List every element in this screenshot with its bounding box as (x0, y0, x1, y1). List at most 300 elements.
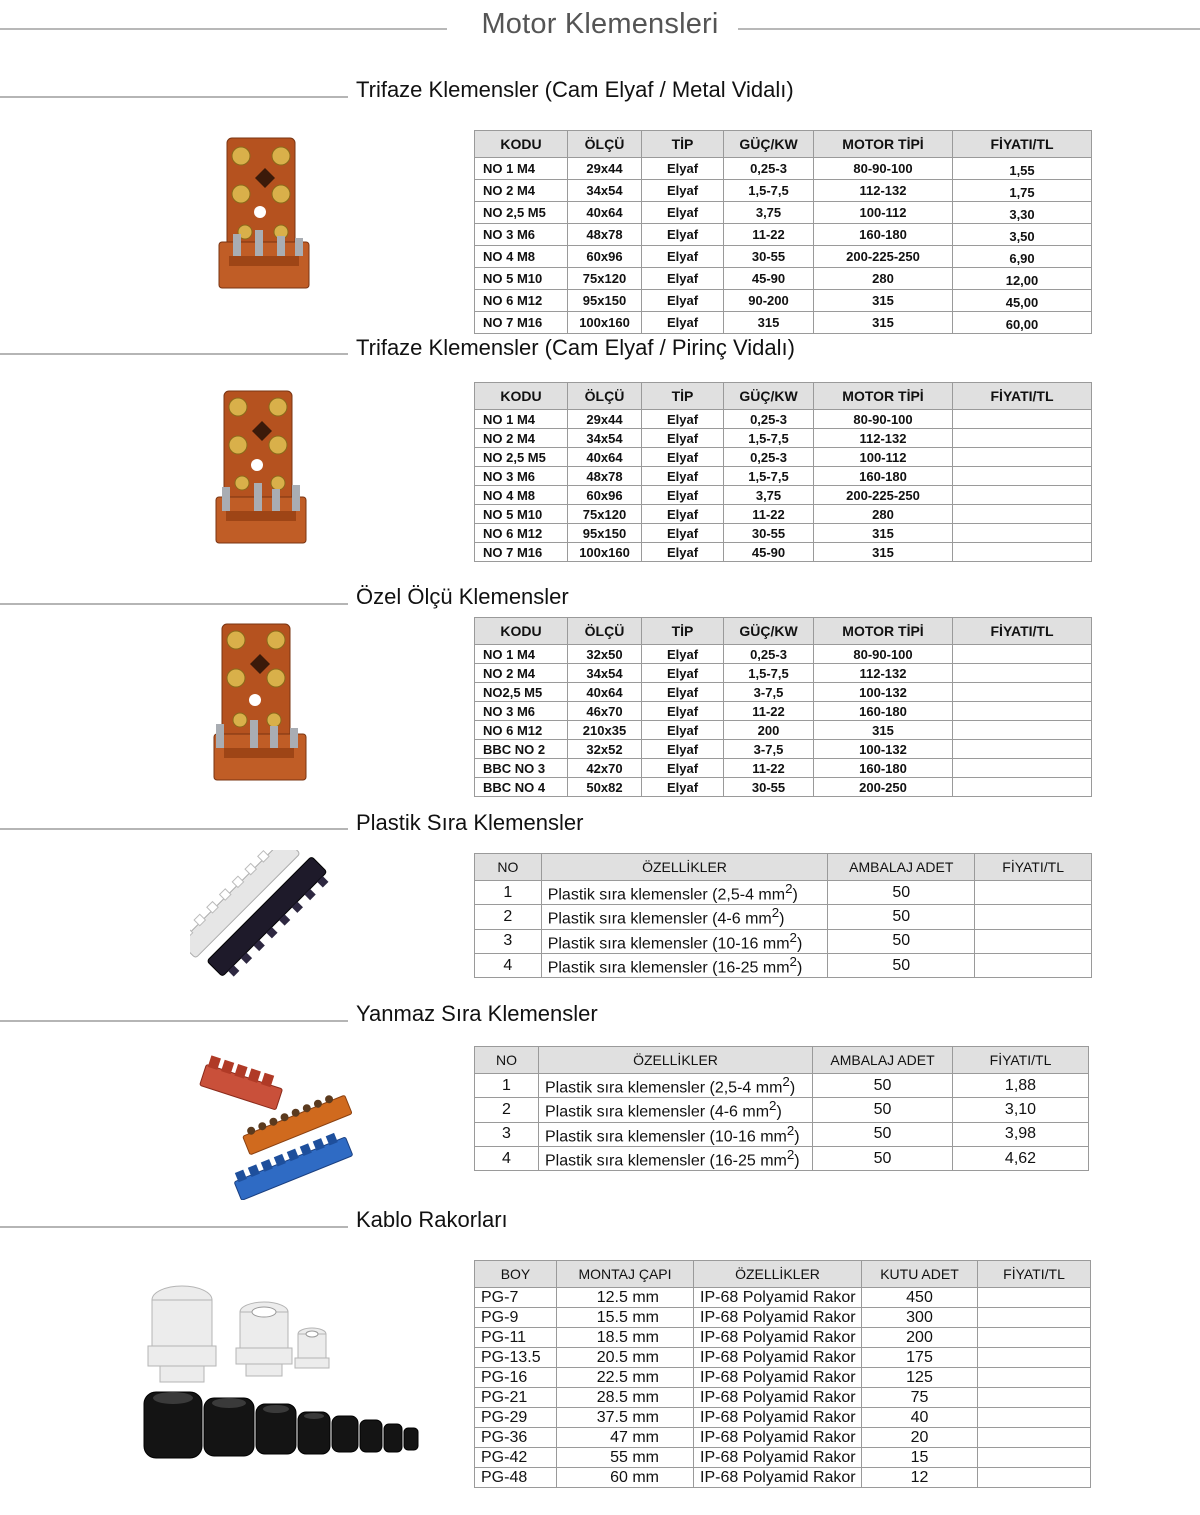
cell-type: Elyaf (642, 467, 724, 486)
cell-price: 6,90 (953, 246, 1092, 268)
cell-type: Elyaf (642, 543, 724, 562)
cell-power: 0,25-3 (724, 448, 814, 467)
cell-size: 29x44 (568, 410, 642, 429)
table-row (475, 929, 1092, 953)
cell-package-qty: 50 (828, 953, 975, 977)
cell-description (539, 1098, 813, 1122)
col-header: AMBALAJ ADET (828, 854, 975, 881)
cell-price: 1,88 (953, 1074, 1089, 1098)
cell-price (953, 664, 1092, 683)
unit-superscript: 2 (786, 1146, 795, 1162)
cell-size: 60x96 (568, 246, 642, 268)
description-text: Plastik sıra klemensler (16-25 mm (547, 959, 790, 977)
cell-description (541, 953, 828, 977)
cell-size: 95x150 (568, 524, 642, 543)
cell-size: 32x52 (568, 740, 642, 759)
col-header: ÖLÇÜ (568, 618, 642, 645)
cell-motor-type: 315 (814, 312, 953, 334)
cell-type: Elyaf (642, 486, 724, 505)
cell-type: Elyaf (642, 505, 724, 524)
cell-code: NO 7 M16 (475, 543, 568, 562)
cell-number: 1 (475, 1074, 539, 1098)
cell-price (953, 467, 1092, 486)
cell-type: Elyaf (642, 664, 724, 683)
cell-number: 2 (475, 1098, 539, 1122)
cell-features: IP-68 Polyamid Rakor (694, 1308, 862, 1328)
table-row (475, 953, 1092, 977)
table-row (475, 664, 1092, 683)
col-header: KUTU ADET (862, 1261, 978, 1288)
cell-type: Elyaf (642, 524, 724, 543)
col-header: AMBALAJ ADET (813, 1047, 953, 1074)
cell-package-qty: 50 (813, 1098, 953, 1122)
cell-price: 3,98 (953, 1122, 1089, 1146)
cell-motor-type: 200-225-250 (814, 486, 953, 505)
cell-size: PG-16 (475, 1368, 557, 1388)
cell-motor-type: 112-132 (814, 664, 953, 683)
cell-features: IP-68 Polyamid Rakor (694, 1368, 862, 1388)
table-row (475, 1348, 1091, 1368)
section-title: Plastik Sıra Klemensler (356, 810, 584, 835)
cell-power: 30-55 (724, 524, 814, 543)
cell-code: NO 2,5 M5 (475, 202, 568, 224)
col-header: ÖZELLİKLER (694, 1261, 862, 1288)
cell-package-qty: 50 (828, 905, 975, 929)
col-header: FİYATI/TL (978, 1261, 1091, 1288)
trifaze-brass-table (474, 382, 1092, 562)
cell-code: NO 4 M8 (475, 486, 568, 505)
cell-type: Elyaf (642, 645, 724, 664)
table-row (475, 1146, 1089, 1170)
cell-power: 11-22 (724, 224, 814, 246)
flame-retardant-strip-image (192, 1055, 362, 1200)
description-text: Plastik sıra klemensler (10-16 mm (547, 934, 790, 952)
col-header: GÜÇ/KW (724, 618, 814, 645)
col-header: ÖLÇÜ (568, 131, 642, 158)
col-header: MOTOR TİPİ (814, 383, 953, 410)
cell-motor-type: 100-112 (814, 448, 953, 467)
cell-price (975, 929, 1092, 953)
cell-power: 45-90 (724, 268, 814, 290)
table-row (475, 312, 1092, 334)
custom-size-table (474, 617, 1092, 797)
cell-power: 200 (724, 721, 814, 740)
cell-number: 4 (475, 1146, 539, 1170)
col-header: KODU (475, 618, 568, 645)
cell-box-qty: 200 (862, 1328, 978, 1348)
table-header-row (475, 618, 1092, 645)
table-row (475, 1308, 1091, 1328)
cell-motor-type: 80-90-100 (814, 410, 953, 429)
cell-price (978, 1428, 1091, 1448)
cell-type: Elyaf (642, 429, 724, 448)
col-header: FİYATI/TL (975, 854, 1092, 881)
cell-type: Elyaf (642, 312, 724, 334)
closing-paren: ) (792, 886, 798, 904)
col-header: FİYATI/TL (953, 383, 1092, 410)
col-header: ÖLÇÜ (568, 383, 642, 410)
cell-size: 40x64 (568, 202, 642, 224)
cell-motor-type: 315 (814, 721, 953, 740)
cell-description (539, 1074, 813, 1098)
cell-price: 4,62 (953, 1146, 1089, 1170)
col-header: BOY (475, 1261, 557, 1288)
cell-motor-type: 315 (814, 524, 953, 543)
cell-package-qty: 50 (828, 929, 975, 953)
col-header: KODU (475, 383, 568, 410)
cell-code: NO 6 M12 (475, 290, 568, 312)
trifaze-metal-table (474, 130, 1092, 334)
section-title: Kablo Rakorları (356, 1207, 508, 1232)
cell-box-qty: 175 (862, 1348, 978, 1368)
cell-size: 34x54 (568, 429, 642, 448)
cell-power: 11-22 (724, 505, 814, 524)
closing-paren: ) (779, 910, 785, 928)
cell-size: PG-48 (475, 1468, 557, 1488)
table-row (475, 448, 1092, 467)
cell-size: 48x78 (568, 467, 642, 486)
col-header: MOTOR TİPİ (814, 618, 953, 645)
cell-price (975, 881, 1092, 905)
table-row (475, 543, 1092, 562)
col-header: FİYATI/TL (953, 618, 1092, 645)
col-header: FİYATI/TL (953, 1047, 1089, 1074)
cell-number: 3 (475, 1122, 539, 1146)
cell-type: Elyaf (642, 759, 724, 778)
closing-paren: ) (794, 1152, 800, 1170)
table-row (475, 721, 1092, 740)
col-header: TİP (642, 618, 724, 645)
table-row (475, 486, 1092, 505)
cell-features: IP-68 Polyamid Rakor (694, 1448, 862, 1468)
cell-size: PG-7 (475, 1288, 557, 1308)
cell-power: 1,5-7,5 (724, 429, 814, 448)
cell-code: NO 2,5 M5 (475, 448, 568, 467)
cell-box-qty: 125 (862, 1368, 978, 1388)
flame-retardant-strip-table (474, 1046, 1089, 1171)
col-header: MONTAJ ÇAPI (557, 1261, 694, 1288)
cell-price (978, 1388, 1091, 1408)
unit-superscript: 2 (771, 905, 780, 921)
col-header: NO (475, 1047, 539, 1074)
cell-power: 1,5-7,5 (724, 467, 814, 486)
cell-power: 3,75 (724, 202, 814, 224)
cell-size: 34x54 (568, 180, 642, 202)
table-header-row (475, 131, 1092, 158)
cell-size: 100x160 (568, 312, 642, 334)
title-rule-right (738, 28, 1200, 30)
cell-code: NO 3 M6 (475, 224, 568, 246)
cell-size: 210x35 (568, 721, 642, 740)
table-row (475, 778, 1092, 797)
cell-power: 30-55 (724, 778, 814, 797)
cell-size: 40x64 (568, 683, 642, 702)
col-header: FİYATI/TL (953, 131, 1092, 158)
cell-diameter: 15.5 mm (557, 1308, 694, 1328)
cell-motor-type: 100-112 (814, 202, 953, 224)
cell-price (953, 683, 1092, 702)
cell-size: 48x78 (568, 224, 642, 246)
cell-description (541, 905, 828, 929)
unit-superscript: 2 (786, 1122, 795, 1138)
cell-code: BBC NO 4 (475, 778, 568, 797)
table-header-row (475, 854, 1092, 881)
description-text: Plastik sıra klemensler (4-6 mm (547, 910, 772, 928)
cell-price: 3,50 (953, 224, 1092, 246)
cell-size: PG-36 (475, 1428, 557, 1448)
cell-size: 34x54 (568, 664, 642, 683)
cell-code: NO 3 M6 (475, 467, 568, 486)
table-row (475, 1122, 1089, 1146)
cell-motor-type: 315 (814, 543, 953, 562)
cell-power: 315 (724, 312, 814, 334)
table-row (475, 740, 1092, 759)
col-header: KODU (475, 131, 568, 158)
table-row (475, 1428, 1091, 1448)
cell-power: 0,25-3 (724, 158, 814, 180)
cell-size: 50x82 (568, 778, 642, 797)
cell-code: NO 1 M4 (475, 645, 568, 664)
cell-code: NO 2 M4 (475, 664, 568, 683)
cell-motor-type: 80-90-100 (814, 645, 953, 664)
cell-description (539, 1122, 813, 1146)
table-header-row (475, 1261, 1091, 1288)
cell-code: BBC NO 3 (475, 759, 568, 778)
closing-paren: ) (796, 959, 803, 977)
cell-price (978, 1328, 1091, 1348)
cell-code: NO 3 M6 (475, 702, 568, 721)
cell-price (953, 543, 1092, 562)
table-row (475, 1328, 1091, 1348)
cell-motor-type: 200-225-250 (814, 246, 953, 268)
cell-description (541, 929, 828, 953)
table-row (475, 180, 1092, 202)
table-row (475, 759, 1092, 778)
cell-box-qty: 20 (862, 1428, 978, 1448)
unit-superscript: 2 (782, 1074, 790, 1089)
cell-motor-type: 160-180 (814, 759, 953, 778)
cell-description (541, 881, 828, 905)
cell-type: Elyaf (642, 180, 724, 202)
cell-power: 1,5-7,5 (724, 180, 814, 202)
cell-size: 60x96 (568, 486, 642, 505)
cell-motor-type: 160-180 (814, 467, 953, 486)
cell-motor-type: 112-132 (814, 429, 953, 448)
table-row (475, 1448, 1091, 1468)
table-row (475, 905, 1092, 929)
cell-motor-type: 160-180 (814, 702, 953, 721)
cell-type: Elyaf (642, 448, 724, 467)
page-header (0, 0, 1200, 58)
cell-size: PG-29 (475, 1408, 557, 1428)
cell-motor-type: 160-180 (814, 224, 953, 246)
three-phase-terminal-image (215, 130, 315, 292)
cell-type: Elyaf (642, 224, 724, 246)
cell-price (953, 721, 1092, 740)
cell-size: 42x70 (568, 759, 642, 778)
col-header: TİP (642, 131, 724, 158)
section-title: Özel Ölçü Klemensler (356, 584, 569, 609)
cell-code: BBC NO 2 (475, 740, 568, 759)
table-row (475, 1408, 1091, 1428)
table-row (475, 524, 1092, 543)
table-row (475, 429, 1092, 448)
three-phase-terminal-image (212, 385, 312, 547)
plastic-strip-table (474, 853, 1092, 978)
cell-price (953, 759, 1092, 778)
cell-price (978, 1368, 1091, 1388)
table-row (475, 881, 1092, 905)
section-title: Trifaze Klemensler (Cam Elyaf / Metal Vidalı) (356, 77, 794, 102)
cell-number: 4 (475, 953, 542, 977)
table-row (475, 1368, 1091, 1388)
table-row (475, 410, 1092, 429)
page-title: Motor Klemensleri (481, 8, 719, 40)
cell-box-qty: 12 (862, 1468, 978, 1488)
cell-number: 1 (475, 881, 542, 905)
table-row (475, 1288, 1091, 1308)
cell-features: IP-68 Polyamid Rakor (694, 1388, 862, 1408)
cell-power: 1,5-7,5 (724, 664, 814, 683)
cell-size: 32x50 (568, 645, 642, 664)
cell-type: Elyaf (642, 740, 724, 759)
section-rule (0, 353, 348, 355)
cell-type: Elyaf (642, 202, 724, 224)
cell-price: 3,30 (953, 202, 1092, 224)
cell-number: 2 (475, 905, 542, 929)
cell-features: IP-68 Polyamid Rakor (694, 1428, 862, 1448)
cell-price (953, 410, 1092, 429)
cell-power: 45-90 (724, 543, 814, 562)
cell-box-qty: 40 (862, 1408, 978, 1428)
cell-price (975, 953, 1092, 977)
cell-power: 0,25-3 (724, 645, 814, 664)
cell-price: 12,00 (953, 268, 1092, 290)
cell-price (953, 645, 1092, 664)
col-header: ÖZELLİKLER (541, 854, 828, 881)
closing-paren: ) (789, 1079, 796, 1097)
table-row (475, 246, 1092, 268)
cell-package-qty: 50 (813, 1122, 953, 1146)
cell-price (953, 448, 1092, 467)
cell-size: 29x44 (568, 158, 642, 180)
cell-diameter: 12.5 mm (557, 1288, 694, 1308)
cell-diameter: 55 mm (557, 1448, 694, 1468)
cell-power: 3,75 (724, 486, 814, 505)
cell-diameter: 37.5 mm (557, 1408, 694, 1428)
cell-type: Elyaf (642, 246, 724, 268)
cell-diameter: 28.5 mm (557, 1388, 694, 1408)
cell-price: 1,75 (953, 180, 1092, 202)
col-header: MOTOR TİPİ (814, 131, 953, 158)
unit-superscript: 2 (789, 953, 797, 969)
cell-price (978, 1308, 1091, 1328)
cell-package-qty: 50 (828, 881, 975, 905)
description-text: Plastik sıra klemensler (16-25 mm (545, 1152, 787, 1170)
col-header: TİP (642, 383, 724, 410)
col-header: NO (475, 854, 542, 881)
cell-motor-type: 315 (814, 290, 953, 312)
cell-description (539, 1146, 813, 1170)
cell-motor-type: 200-250 (814, 778, 953, 797)
section-rule (0, 603, 348, 605)
cell-features: IP-68 Polyamid Rakor (694, 1348, 862, 1368)
table-row (475, 1074, 1089, 1098)
cell-power: 3-7,5 (724, 683, 814, 702)
cell-motor-type: 112-132 (814, 180, 953, 202)
cell-features: IP-68 Polyamid Rakor (694, 1408, 862, 1428)
cell-package-qty: 50 (813, 1074, 953, 1098)
cell-code: NO 5 M10 (475, 505, 568, 524)
cell-size: 95x150 (568, 290, 642, 312)
custom-terminal-image (210, 620, 310, 785)
cell-code: NO 6 M12 (475, 524, 568, 543)
cell-code: NO 2 M4 (475, 429, 568, 448)
closing-paren: ) (776, 1103, 782, 1121)
cell-diameter: 47 mm (557, 1428, 694, 1448)
cell-features: IP-68 Polyamid Rakor (694, 1328, 862, 1348)
section-rule (0, 828, 348, 830)
cell-type: Elyaf (642, 683, 724, 702)
cell-code: NO 1 M4 (475, 158, 568, 180)
table-row (475, 683, 1092, 702)
cell-box-qty: 75 (862, 1388, 978, 1408)
section-title: Yanmaz Sıra Klemensler (356, 1001, 598, 1026)
cell-code: NO 1 M4 (475, 410, 568, 429)
cell-price (953, 778, 1092, 797)
unit-superscript: 2 (785, 881, 793, 896)
cell-price: 3,10 (953, 1098, 1089, 1122)
cell-type: Elyaf (642, 778, 724, 797)
cell-type: Elyaf (642, 410, 724, 429)
cell-power: 90-200 (724, 290, 814, 312)
table-header-row (475, 383, 1092, 410)
cell-motor-type: 280 (814, 268, 953, 290)
cell-box-qty: 450 (862, 1288, 978, 1308)
cell-price (953, 505, 1092, 524)
cell-price (975, 905, 1092, 929)
cell-price (953, 486, 1092, 505)
section-rule (0, 1226, 348, 1228)
cell-price: 60,00 (953, 312, 1092, 334)
cell-power: 0,25-3 (724, 410, 814, 429)
table-row (475, 1388, 1091, 1408)
col-header: GÜÇ/KW (724, 131, 814, 158)
cell-motor-type: 100-132 (814, 683, 953, 702)
cell-code: NO 7 M16 (475, 312, 568, 334)
cell-price (953, 702, 1092, 721)
cell-price (953, 740, 1092, 759)
cell-size: 40x64 (568, 448, 642, 467)
table-row (475, 645, 1092, 664)
table-row (475, 1468, 1091, 1488)
cell-code: NO 4 M8 (475, 246, 568, 268)
cell-price (978, 1408, 1091, 1428)
cell-features: IP-68 Polyamid Rakor (694, 1468, 862, 1488)
cell-box-qty: 15 (862, 1448, 978, 1468)
cell-diameter: 60 mm (557, 1468, 694, 1488)
cell-diameter: 20.5 mm (557, 1348, 694, 1368)
cell-power: 3-7,5 (724, 740, 814, 759)
section-rule (0, 1020, 348, 1022)
cell-package-qty: 50 (813, 1146, 953, 1170)
cell-price (953, 429, 1092, 448)
unit-superscript: 2 (769, 1098, 777, 1114)
cable-gland-image (140, 1280, 422, 1465)
cell-size: PG-9 (475, 1308, 557, 1328)
unit-superscript: 2 (789, 929, 797, 945)
table-row (475, 702, 1092, 721)
